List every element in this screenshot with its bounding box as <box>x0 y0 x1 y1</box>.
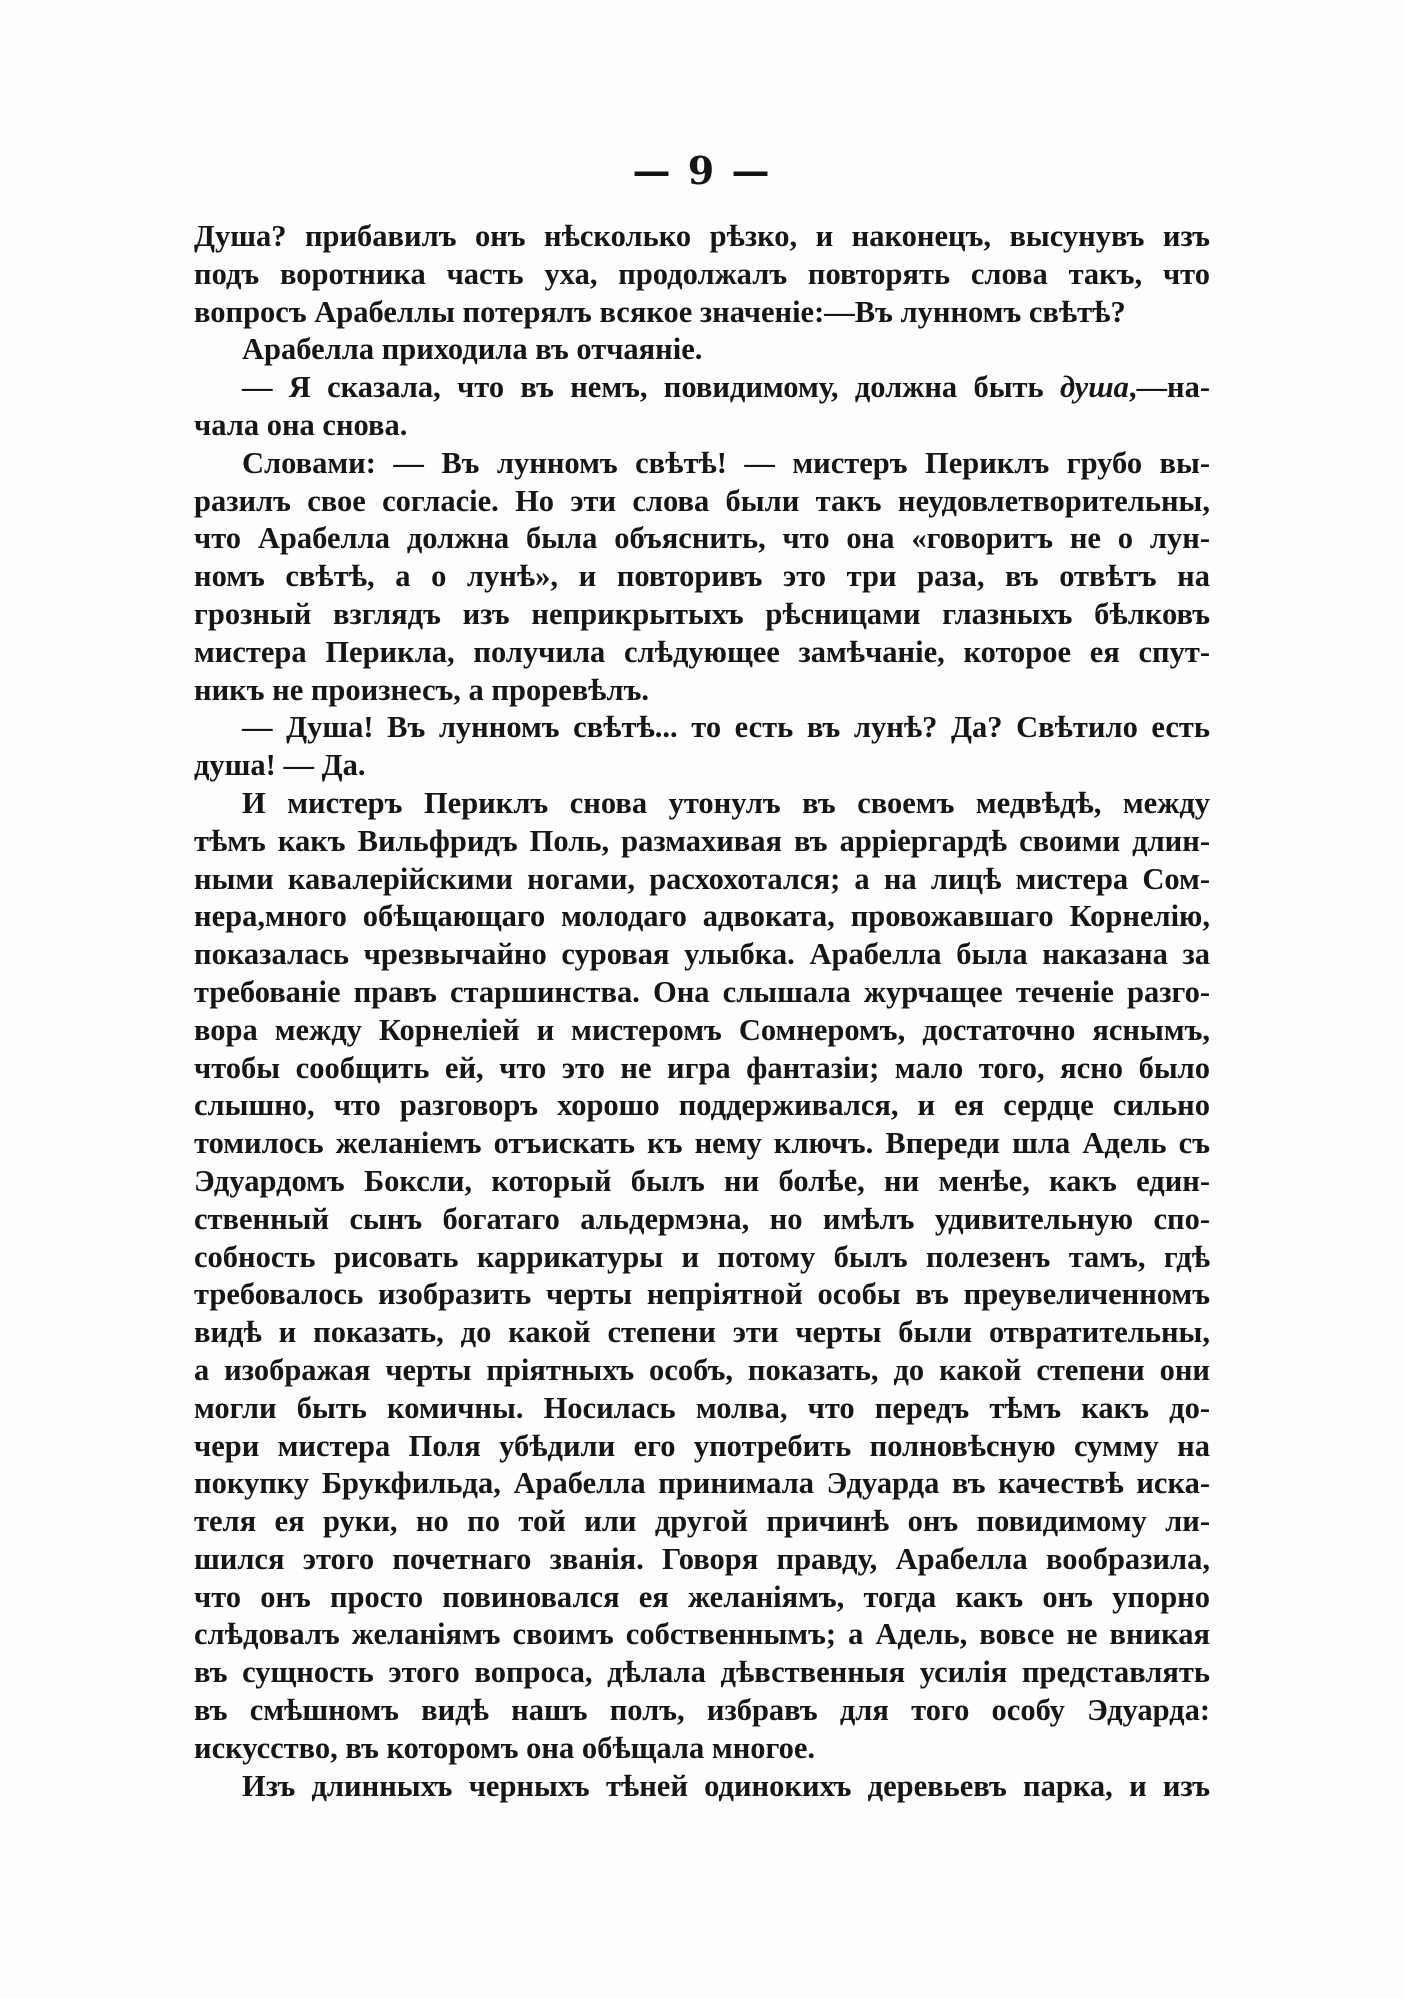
text-line: Эдуардомъ Боксли, который былъ ни болѣе, ни менѣе, какъ един- <box>194 1163 1210 1198</box>
text-line: шился этого почетнаго званія. Говоря правду, Арабелла вообразила, <box>194 1541 1210 1576</box>
text-line: тѣмъ какъ Вильфридъ Поль, размахивая въ арріергардѣ своими длин- <box>194 823 1210 858</box>
text-line: — Я сказала, что въ немъ, повидимому, должна быть душа,—на- <box>242 370 1210 405</box>
text-line: показалась чрезвычайно суровая улыбка. Арабелла была наказана за <box>194 937 1210 972</box>
text-line: вопросъ Арабеллы потерялъ всякое значеніе:—Въ лунномъ свѣтѣ? <box>194 294 1126 329</box>
text-line: никъ не произнесъ, а проревѣлъ. <box>194 672 649 707</box>
text-line: что Арабелла должна была объяснить, что она «говоритъ не о лун- <box>194 521 1210 556</box>
text-line: что онъ просто повиновался ея желаніямъ, тогда какъ онъ упорно <box>194 1579 1210 1614</box>
text-line: номъ свѣтѣ, а о лунѣ», и повторивъ это три раза, въ отвѣтъ на <box>194 559 1210 594</box>
text-line: покупку Брукфильда, Арабелла принимала Эдуарда въ качествѣ иска- <box>194 1466 1210 1501</box>
text-line: грозный взглядъ изъ неприкрытыхъ рѣсницами глазныхъ бѣлковъ <box>194 596 1210 631</box>
text-line: разилъ свое согласіе. Но эти слова были такъ неудовлетворительны, <box>194 483 1210 518</box>
text-line: требовалось изобразить черты непріятной особы въ преувеличенномъ <box>194 1277 1210 1312</box>
text-line: мистера Перикла, получила слѣдующее замѣчаніе, которое ея спут- <box>194 634 1210 669</box>
text-line: Арабелла приходила въ отчаяніе. <box>242 332 703 367</box>
text-line: слышно, что разговоръ хорошо поддерживался, и ея сердце сильно <box>194 1088 1210 1123</box>
text-line: чери мистера Поля убѣдили его употребить полновѣсную сумму на <box>194 1428 1210 1463</box>
text-line: подъ воротника часть уха, продолжалъ повторять слова такъ, что <box>194 256 1210 291</box>
emphasized-word: душа <box>1059 370 1129 405</box>
text-line: Душа? прибавилъ онъ нѣсколько рѣзко, и наконецъ, высунувъ изъ <box>194 219 1210 253</box>
text-line: искусство, въ которомъ она обѣщала многое. <box>194 1730 816 1765</box>
page-number: — 9 — <box>632 148 772 193</box>
text-line: видѣ и показать, до какой степени эти черты были отвратительны, <box>194 1315 1210 1350</box>
text-line: собность рисовать каррикатуры и потому былъ полезенъ тамъ, гдѣ <box>194 1239 1210 1274</box>
text-line: вора между Корнеліей и мистеромъ Сомнеромъ, достаточно яснымъ, <box>194 1012 1210 1047</box>
text-line: Словами: — Въ лунномъ свѣтѣ! — мистеръ Периклъ грубо вы- <box>242 445 1210 480</box>
text-line: а изображая черты пріятныхъ особъ, показать, до какой степени они <box>194 1352 1210 1387</box>
text-line: въ смѣшномъ видѣ нашъ полъ, избравъ для того особу Эдуарда: <box>194 1693 1210 1728</box>
text-line: ственный сынъ богатаго альдермэна, но имѣлъ удивительную спо- <box>194 1201 1210 1236</box>
text-line: ными кавалерійскими ногами, расхохотался; а на лицѣ мистера Сом- <box>194 861 1210 896</box>
text-line: теля ея руки, но по той или другой причинѣ онъ повидимому ли- <box>194 1504 1210 1539</box>
text-line: — Душа! Въ лунномъ свѣтѣ... то есть въ лунѣ? Да? Свѣтило есть <box>242 710 1210 745</box>
text-line: чала она снова. <box>194 407 408 442</box>
text-line: И мистеръ Периклъ снова утонулъ въ своемъ медвѣдѣ, между <box>242 785 1210 820</box>
text-line: требованіе правъ старшинства. Она слышала журчащее теченіе разго- <box>194 974 1210 1009</box>
text-line: нера,много обѣщающаго молодаго адвоката, провожавшаго Корнелію, <box>194 899 1210 934</box>
text-line: могли быть комичны. Носилась молва, что передъ тѣмъ какъ до- <box>194 1390 1210 1425</box>
text-line: чтобы сообщить ей, что это не игра фантазіи; мало того, ясно было <box>194 1050 1210 1085</box>
text-line: въ сущность этого вопроса, дѣлала дѣвственныя усилія представлять <box>194 1655 1210 1690</box>
text-line: слѣдовалъ желаніямъ своимъ собственнымъ; а Адель, вовсе не вникая <box>194 1617 1210 1652</box>
text-line: Изъ длинныхъ черныхъ тѣней одинокихъ деревьевъ парка, и изъ <box>242 1768 1210 1803</box>
text-line: душа! — Да. <box>194 748 366 783</box>
body-text <box>194 218 1210 1805</box>
text-line: томилось желаніемъ отъискать къ нему ключъ. Впереди шла Адель съ <box>194 1126 1210 1161</box>
